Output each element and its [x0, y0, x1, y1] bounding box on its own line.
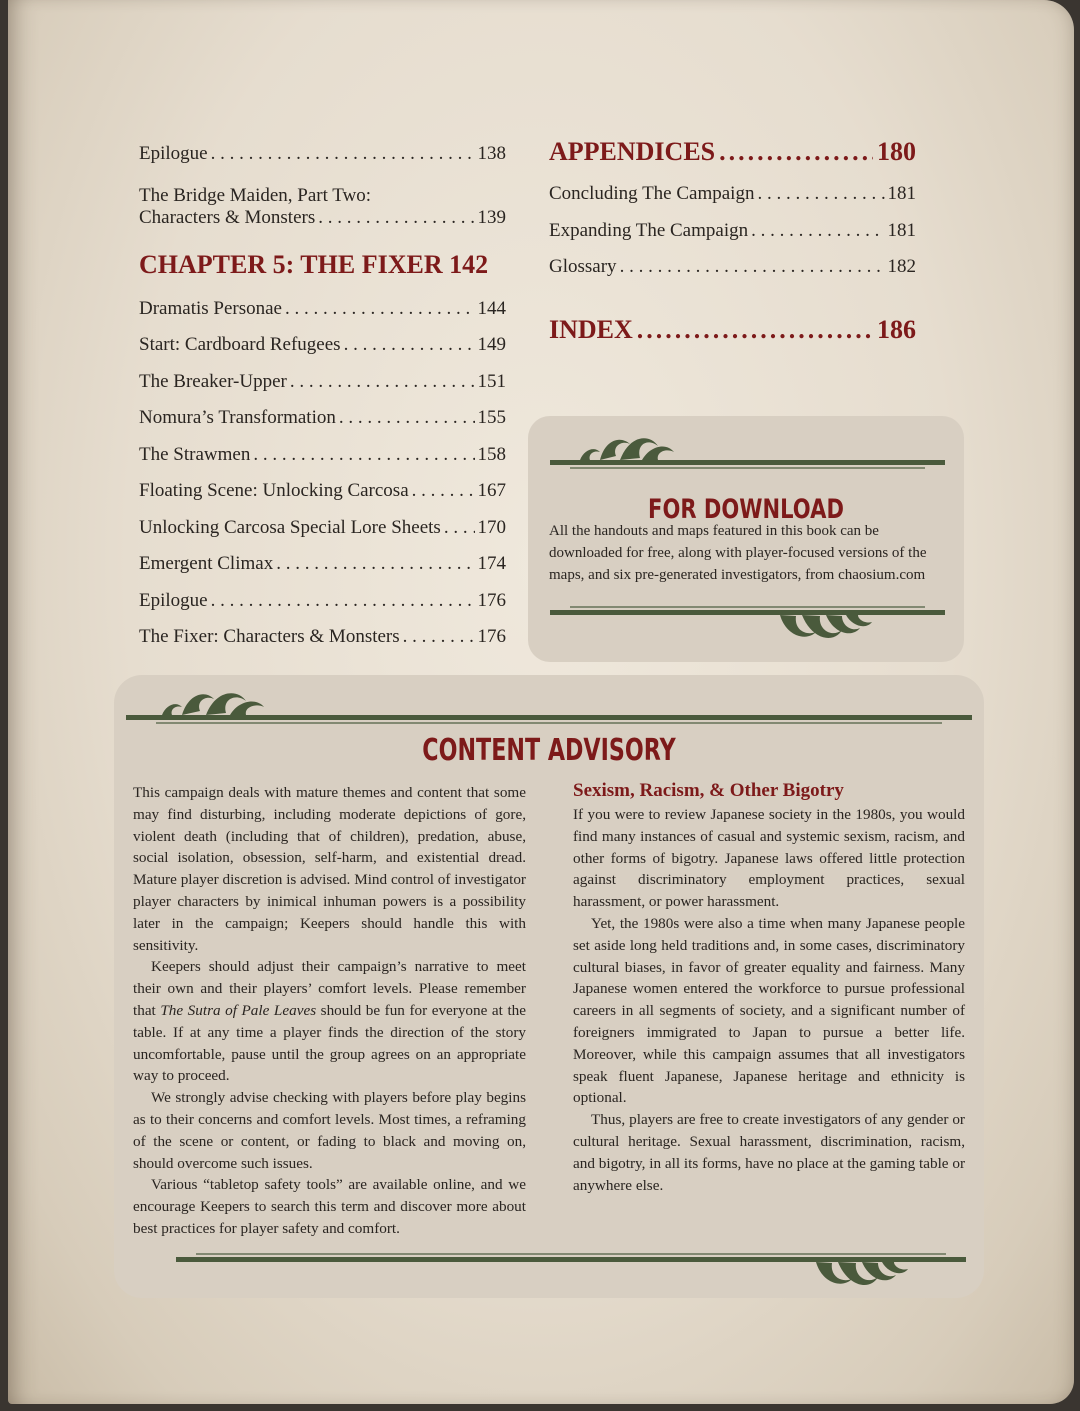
toc-entry-page: 158 — [477, 443, 506, 465]
download-box — [528, 416, 964, 662]
toc-entry-title: Concluding The Campaign — [549, 183, 755, 204]
advisory-paragraph: This campaign deals with mature themes and content that some may find disturbing, including moderate depictions of gore, violent death (including that of children), predation, abuse, social isolation, obsession, self-harm, and existential dread. Mature player discretion is advised. Mind control of investigator player characters by inimical inhuman powers is a possibility later in the campaign; Keepers should handle this with sensitivity. — [133, 784, 526, 954]
toc-entry-page: 181 — [887, 219, 916, 241]
toc-entry[interactable] — [139, 291, 506, 328]
leader-dots — [276, 546, 474, 583]
toc-entry[interactable] — [139, 327, 506, 364]
toc-entry-title: Expanding The Campaign — [549, 219, 749, 241]
toc-entry[interactable] — [549, 249, 916, 286]
toc-entry-title: Epilogue — [139, 589, 208, 611]
toc-entry-page: 167 — [477, 480, 506, 501]
toc-entry-page: 174 — [477, 553, 506, 574]
leader-dots — [403, 619, 475, 656]
toc-entry-page: 139 — [477, 206, 506, 228]
index-page: 186 — [877, 314, 916, 344]
chapter-heading[interactable]: CHAPTER 5: THE FIXER 142 — [139, 249, 489, 279]
toc-entry[interactable] — [139, 400, 506, 437]
book-title: The Sutra of Pale Leaves — [160, 1001, 317, 1019]
leader-dots — [211, 583, 475, 620]
tentacle-banner-bottom-icon — [176, 1247, 966, 1287]
toc-entry-title-line2: Characters & Monsters — [139, 206, 316, 228]
advisory-paragraph: Thus, players are free to create investigators of any gender or cultural heritage. Sexual harassment, discrimination, racism, and bigotry, in all its forms, have no place at the gaming table or anywhere else. — [573, 1111, 965, 1194]
toc-entry[interactable] — [139, 473, 506, 510]
leader-dots — [444, 510, 475, 547]
toc-left-column — [139, 136, 506, 656]
toc-entry[interactable] — [139, 546, 506, 583]
leader-dots — [344, 327, 475, 364]
toc-entry-title: Emergent Climax — [139, 553, 274, 574]
toc-entry-page: 149 — [477, 334, 506, 355]
toc-entry-page: 155 — [477, 407, 506, 428]
content-advisory-box — [114, 675, 984, 1298]
advisory-subheading: Sexism, Racism, & Other Bigotry — [573, 780, 844, 801]
toc-entry-page: 176 — [477, 626, 506, 647]
toc-entry[interactable] — [549, 213, 916, 250]
toc-entry-title: Epilogue — [139, 143, 208, 164]
index-title: INDEX — [549, 314, 633, 344]
toc-right-column — [549, 136, 916, 350]
leader-dots — [412, 473, 475, 510]
leader-dots — [318, 207, 474, 229]
index-heading[interactable] — [549, 310, 916, 350]
advisory-title: CONTENT ADVISORY — [422, 733, 676, 768]
toc-entry-title: Unlocking Carcosa Special Lore Sheets — [139, 516, 441, 538]
advisory-paragraph-text: should be fun for everyone at the table. If at any time a player finds the direction of the story uncomfortable, pause until the group agrees on an appropriate way to proceed. — [133, 1001, 527, 1085]
toc-entry-title: The Breaker-Upper — [139, 370, 287, 392]
toc-entry-title: The Strawmen — [139, 443, 251, 465]
chapter-entry-list — [139, 291, 506, 656]
toc-entry-page: 144 — [477, 297, 506, 319]
advisory-paragraph: Various “tabletop safety tools” are available online, and we encourage Keepers to search this term and discover more about best practices for player safety and comfort. — [133, 1176, 526, 1237]
toc-entry[interactable] — [139, 510, 506, 547]
book-page — [8, 0, 1074, 1404]
leader-dots — [637, 310, 873, 350]
toc-entry-page: 182 — [887, 256, 916, 277]
toc-entry-page: 176 — [477, 589, 506, 611]
appendix-entry-list — [549, 176, 916, 286]
toc-entry-page: 151 — [477, 370, 506, 392]
toc-entry[interactable] — [139, 619, 506, 656]
toc-entry[interactable] — [549, 176, 916, 213]
toc-entry-page: 138 — [477, 143, 506, 164]
toc-entry-title: Nomura’s Transformation — [139, 407, 336, 428]
tentacle-banner-top-icon — [126, 683, 972, 723]
leader-dots — [253, 437, 474, 474]
tentacle-banner-bottom-icon — [550, 602, 945, 642]
advisory-paragraph-text: Keepers should adjust their campaign’s narrative to meet their own and their players’ comfort levels. Please remember that — [133, 958, 526, 1019]
toc-entry-title: The Fixer: Characters & Monsters — [139, 626, 400, 647]
advisory-right-column — [573, 779, 965, 1196]
appendices-title: APPENDICES — [549, 137, 716, 166]
toc-entry[interactable] — [139, 136, 506, 173]
toc-entry[interactable] — [139, 583, 506, 620]
toc-entry-title: Glossary — [549, 256, 617, 277]
advisory-paragraph: We strongly advise checking with players before play begins as to their concerns and comfort levels. Most times, a reframing of the scene or content, or fading to black and moving on, should overcome such issues. — [133, 1089, 526, 1172]
leader-dots — [751, 213, 884, 250]
tentacle-banner-top-icon — [550, 430, 945, 470]
leader-dots — [290, 364, 475, 401]
toc-entry-title: Start: Cardboard Refugees — [139, 334, 341, 355]
advisory-paragraph: If you were to review Japanese society in the 1980s, you would find many instances of casual and systemic sexism, racism, and other forms of bigotry. Japanese laws offered little protection against discriminatory employment practices, sexual harassment, or power harassment. — [573, 806, 965, 911]
advisory-paragraph — [133, 956, 526, 1087]
toc-entry-page: 170 — [477, 516, 506, 538]
toc-entry-page: 181 — [887, 183, 916, 204]
appendices-heading[interactable] — [549, 136, 916, 176]
toc-entry-title: Floating Scene: Unlocking Carcosa — [139, 480, 409, 501]
leader-dots — [719, 136, 873, 168]
leader-dots — [211, 136, 475, 173]
toc-entry[interactable] — [139, 185, 506, 229]
advisory-left-column — [133, 782, 526, 1240]
leader-dots — [757, 176, 884, 213]
download-title: FOR DOWNLOAD — [648, 494, 844, 525]
leader-dots — [620, 249, 885, 286]
leader-dots — [339, 400, 475, 437]
download-text: All the handouts and maps featured in this book can be downloaded for free, along with player-focused versions of the maps, and six pre-generated investigators, from chaosium.com — [549, 523, 927, 583]
toc-entry-title-line1: The Bridge Maiden, Part Two: — [139, 184, 372, 206]
leader-dots — [285, 291, 475, 328]
toc-entry[interactable] — [139, 437, 506, 474]
advisory-paragraph: Yet, the 1980s were also a time when many Japanese people set aside long held traditions and, in some cases, discriminatory cultural biases, in favor of greater equality and fairness. Many Japanese women entered the workforce to pursue professional careers in all segments of society, and a significant number of foreigners immigrated to Japan to pursue a better life. Moreover, while this campaign assumes that all investigators speak fluent Japanese, Japanese heritage and ethnicity is optional. — [573, 914, 965, 1107]
appendices-page: 180 — [877, 137, 916, 166]
toc-entry-title: Dramatis Personae — [139, 297, 282, 319]
toc-entry[interactable] — [139, 364, 506, 401]
